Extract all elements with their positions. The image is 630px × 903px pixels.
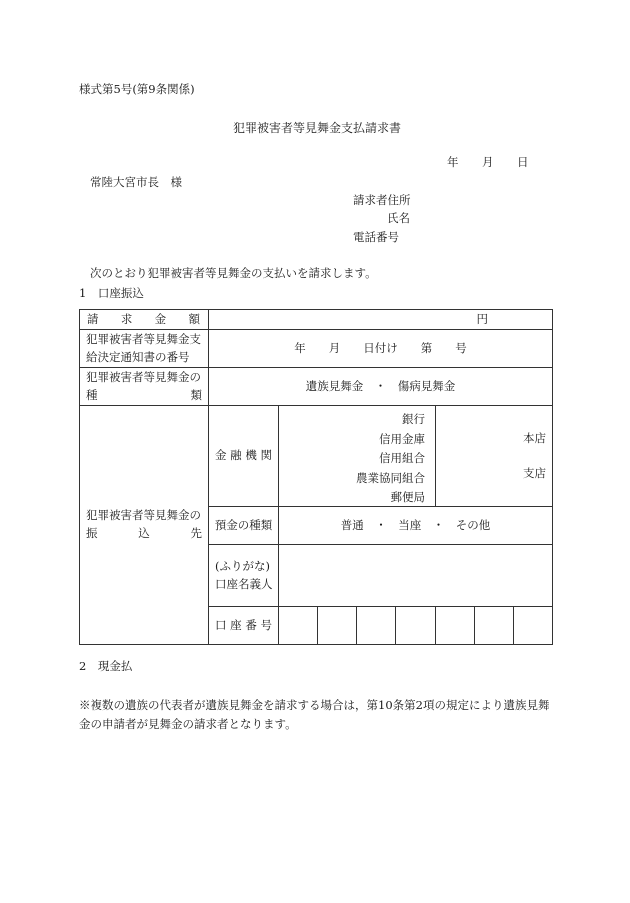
section1-title: 1 口座振込 — [79, 286, 144, 300]
holder-label — [209, 545, 279, 607]
holder-name-field[interactable] — [279, 545, 553, 607]
notice-row — [80, 330, 553, 368]
account-digit-1[interactable] — [279, 607, 318, 645]
inst-type-nokyo: 農業協同組合 — [356, 470, 425, 485]
deposit-label: 預金の種類 — [209, 507, 279, 545]
branch-type-main: 本店 — [523, 431, 546, 445]
applicant-name-label: 氏名 — [387, 211, 410, 225]
date-day: 日 — [517, 155, 529, 169]
type-label-line1: 犯罪被害者等見舞金の — [86, 369, 201, 384]
amount-label-char-1: 請 — [87, 311, 99, 326]
type-field[interactable] — [209, 368, 553, 406]
form-title: 犯罪被害者等見舞金支払請求書 — [233, 121, 402, 135]
intro-text: 次のとおり犯罪被害者等見舞金の支払いを請求します。 — [90, 266, 377, 280]
deposit-value: 普通 ・ 当座 ・ その他 — [340, 517, 491, 532]
applicant-phone-label: 電話番号 — [353, 230, 399, 244]
amount-label — [80, 310, 209, 330]
date-year: 年 — [447, 155, 459, 169]
dest-label-line1: 犯罪被害者等見舞金の — [86, 508, 201, 523]
type-label-char-2: 類 — [190, 387, 202, 402]
type-label — [80, 368, 209, 406]
type-row — [80, 368, 553, 406]
institution-name-field[interactable] — [279, 406, 436, 507]
section2-title: 2 現金払 — [79, 659, 133, 673]
amount-field[interactable] — [209, 310, 553, 330]
holder-label-line2: 口座名義人 — [215, 576, 273, 591]
form-number: 様式第5号(第9条関係) — [79, 82, 195, 96]
account-label: 口 座 番 号 — [209, 607, 279, 645]
inst-type-shinkumi: 信用組合 — [379, 451, 425, 465]
notice-value: 年 月 日付け 第 号 — [294, 340, 467, 355]
footnote-line1: ※複数の遺族の代表者が遺族見舞金を請求する場合は，第10条第2項の規定により遺族見舞 — [79, 698, 550, 712]
account-digit-3[interactable] — [357, 607, 396, 645]
amount-label-char-2: 求 — [120, 311, 133, 326]
notice-label-line2: 給決定通知書の番号 — [86, 349, 190, 364]
amount-unit: 円 — [476, 311, 488, 326]
account-digit-5[interactable] — [436, 607, 475, 645]
addressee: 常陸大宮市長 様 — [90, 175, 182, 189]
branch-type-branch: 支店 — [523, 466, 546, 480]
institution-types — [356, 410, 425, 508]
notice-label-line1: 犯罪被害者等見舞金支 — [86, 331, 201, 346]
branch-name-field[interactable] — [436, 406, 553, 507]
footnote-line2: 金の申請者が見舞金の請求者となります。 — [79, 717, 297, 731]
amount-row — [80, 310, 553, 330]
notice-field[interactable] — [209, 330, 553, 368]
dest-label-char-1: 振 — [86, 526, 98, 540]
holder-label-line1: (ふりがな) — [215, 558, 270, 573]
account-digit-6[interactable] — [475, 607, 514, 645]
dest-label-char-2: 込 — [138, 526, 150, 540]
inst-type-post: 郵便局 — [390, 490, 425, 504]
dest-label-char-3: 先 — [190, 526, 202, 540]
institution-row — [80, 406, 553, 507]
notice-label — [80, 330, 209, 368]
account-digit-4[interactable] — [396, 607, 436, 645]
amount-label-char-4: 額 — [188, 311, 200, 326]
account-digit-2[interactable] — [318, 607, 357, 645]
inst-type-shinkin: 信用金庫 — [379, 431, 425, 446]
deposit-field[interactable] — [279, 507, 553, 545]
inst-type-bank: 銀行 — [402, 412, 425, 426]
type-value: 遺族見舞金 ・ 傷病見舞金 — [305, 378, 456, 393]
dest-label — [80, 406, 209, 645]
amount-label-char-3: 金 — [154, 311, 167, 326]
institution-label: 金 融 機 関 — [209, 406, 279, 507]
applicant-address-label: 請求者住所 — [353, 193, 411, 207]
type-label-char-1: 種 — [86, 387, 98, 402]
date-month: 月 — [482, 155, 494, 169]
account-digit-7[interactable] — [514, 607, 553, 645]
claim-form-table — [79, 309, 553, 645]
